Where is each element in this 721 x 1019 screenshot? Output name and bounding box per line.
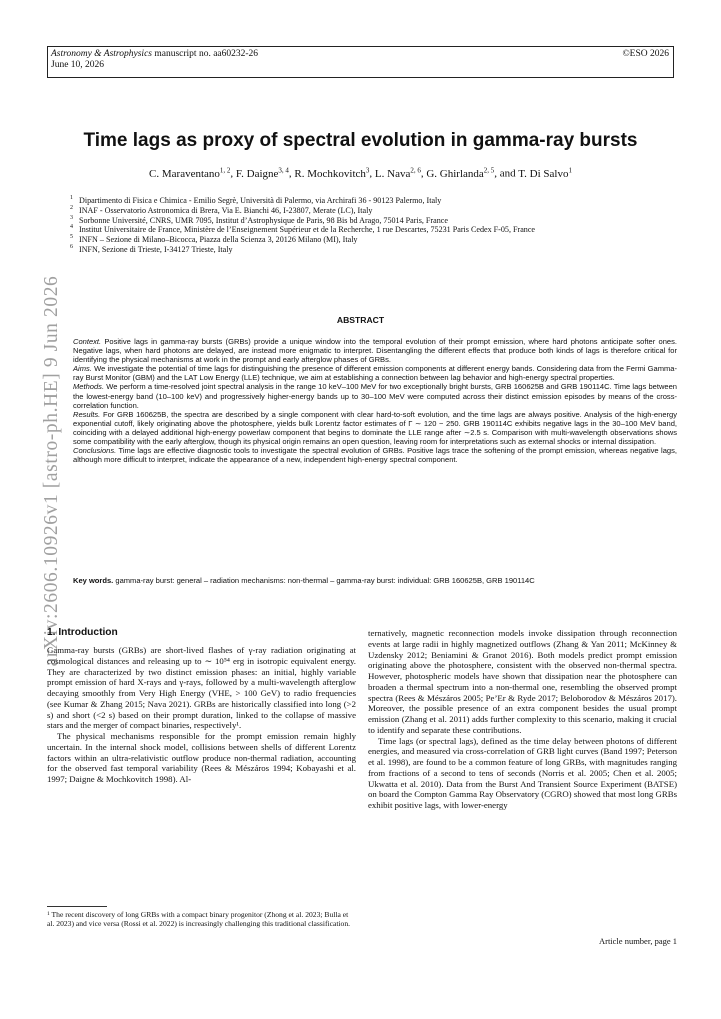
author-name: T. Di Salvo [518, 167, 569, 180]
keywords [73, 576, 677, 585]
abstract-text: Positive lags in gamma-ray bursts (GRBs) provide a unique window into the temporal evolution of their prompt emission, where hard photons anticipate softer ones. Negative lags, when hard photons are delayed, are instead more enigmatic to interpret. Disentangling the different effects that produce both kinds of lags is therefore critical for identifying the physical mechanisms at work in the prompt and early afterglow phases of GRBs. [73, 337, 677, 365]
abstract-paragraph [73, 446, 677, 464]
author-name: G. Ghirlanda [426, 167, 484, 180]
affiliation-number: 1 [70, 195, 73, 201]
author [518, 168, 572, 180]
header-date: June 10, 2026 [51, 60, 105, 70]
author-affiliation-marker: 3 [365, 166, 370, 174]
abstract-label: Conclusions. [73, 446, 117, 456]
arxiv-sidebar-stamp: arXiv:2606.10926v1 [astro-ph.HE] 9 Jun 2026 [41, 275, 62, 667]
abstract-text: Time lags are effective diagnostic tools to investigate the spectral evolution of GRBs. Positive lags trace the softening of the prompt emission, whereas negative lags, although more difficult to interpret, indicate the appearance of a new, independent high-energy spectral component. [73, 446, 677, 465]
paragraph: Time lags (or spectral lags), defined as the time delay between photons of different energies, and measured via cross-correlation of GRB light curves (Band 1997; Peterson et al. 1998), are found to be a common feature of long GRBs, with magnitudes ranging from fractions of a second to tens of seconds (Norris et al. 2005; Chen et al. 2005; Ukwatta et al. 2010). Data from the Burst And Transient Source Experiment (BATSE) on board the Compton Gamma Ray Observatory (CGRO) showed that most long GRBs exhibit positive lags, with lower-energy [368, 735, 677, 810]
author [149, 168, 230, 180]
abstract-label: Context. [73, 337, 102, 346]
affiliation [70, 235, 674, 245]
affiliation [70, 206, 674, 216]
affiliation-text: INFN – Sezione di Milano–Bicocca, Piazza della Scienza 3, 20126 Milano (MI), Italy [79, 235, 358, 245]
affiliation [70, 225, 674, 235]
footnote-text: The recent discovery of long GRBs with a compact binary progenitor (Zhong et al. 2023; Bulla et al. 2023) and vice versa (Rossi et al. 2022) is increasingly challenging this traditional classification. [47, 910, 351, 929]
affiliation-text: INFN, Sezione di Trieste, I-34127 Trieste, Italy [79, 244, 233, 254]
paper-title: Time lags as proxy of spectral evolution in gamma-ray bursts [83, 130, 638, 151]
author-affiliation-marker: 2, 6 [410, 166, 421, 174]
author [236, 168, 289, 180]
paragraph: Gamma-ray bursts (GRBs) are short-lived flashes of γ-ray radiation originating at cosmological distances and releasing up to ∼ 10⁵⁴ erg in isotropic equivalent energy. They are characterized by two distinct emission phases: an initial, highly variable prompt emission of hard X-rays and γ-rays, followed by a multi-wavelength afterglow decaying smoothly from Very High Energy (VHE, > 100 GeV) to radio frequencies (see Kumar & Zhang 2015; Nava 2021). GRBs are historically classified into long (>2 s) and short (<2 s) based on their prompt duration, linked to the collapse of massive stars and the merger of compact binaries, respectively¹. [47, 645, 356, 731]
manuscript-header [47, 46, 674, 78]
affiliation [70, 216, 674, 226]
paragraph: ternatively, magnetic reconnection models invoke dissipation through reconnection events at large radii in highly magnetized outflows (Zhang & Yan 2011; McKinney & Uzdensky 2012; Beniamini & Granot 2016). Both models predict prompt emission originating above the photosphere, consistent with the observed non-thermal spectra. However, photospheric models have shown that dissipation near the photosphere can broaden a thermal spectrum into a non-thermal one, resembling the observed prompt spectra (Rees & Mészáros 2005; Pe’Er & Ryde 2017; Beloborodov & Mészáros 2017). Moreover, the possible presence of an extra component besides the usual prompt emission (Zhang et al. 2011) adds further complexity to this scenario, making it crucial to identify and separate these contributions. [368, 628, 677, 735]
page-footer: Article number, page 1 [598, 936, 677, 946]
header-left [51, 49, 258, 71]
abstract-paragraph [73, 337, 677, 364]
right-column [368, 628, 677, 811]
keywords-label: Key words. [73, 576, 114, 585]
affiliation [70, 245, 674, 255]
abstract-body [73, 337, 677, 464]
author-name: R. Mochkovitch [294, 167, 366, 180]
abstract-text: For GRB 160625B, the spectra are described by a single component with clear hard-to-soft evolution, and the time lags are always positive. Analysis of the high-energy exponential cutoff, likely originating above the photosphere, yields bulk Lorentz factor estimates of Γ ∼ 120 − 250. GRB 190114C exhibits negative lags in the 30–100 MeV band, coinciding with a delayed additional high-energy powerlaw component that begins to dominate the LLE range after ∼2.5 s. Comparison with multi-wavelength observations shows some compatibility with the early afterglow, though its physical origin remains an open question, leaving room for interpretations such as external shocks or internal dissipation. [73, 409, 677, 447]
affiliation-text: Dipartimento di Fisica e Chimica - Emilio Segrè, Università di Palermo, via Archirafi 36 - 90123 Palermo, Italy [79, 196, 442, 205]
author-name: C. Maraventano [149, 167, 220, 180]
author-affiliation-marker: 3, 4 [278, 166, 289, 174]
abstract-label: Methods. [73, 382, 105, 392]
affiliation [70, 196, 674, 206]
affiliation-list [70, 196, 674, 255]
manuscript-number: manuscript no. aa60232-26 [151, 49, 259, 59]
abstract-label: Results. [73, 409, 101, 419]
affiliation-text: INAF - Osservatorio Astronomica di Brera, Via E. Bianchi 46, I-23807, Merate (LC), Italy [79, 205, 373, 215]
paragraph: The physical mechanisms responsible for the prompt emission remain highly uncertain. In the internal shock model, collisions between shells of different Lorentz factors within an ultra-relativistic outflow produce non-thermal radiation, accounting for the observed fast temporal variability (Rees & Mészáros 1994; Kobayashi et al. 1997; Daigne & Mochkovitch 1998). Al- [47, 731, 356, 784]
author-list: C. Maraventano$^{1, 2}$, F. Daigne$^{3, 4}$, R. Mochkovitch$^3$, L. Nava$^{2, 6}$, G. Ghirlanda$^{2, 5}$, and T. Di Salvo$^1$ [149, 166, 572, 180]
affiliation-number: 3 [70, 214, 73, 221]
author-affiliation-marker: 1, 2 [219, 166, 231, 174]
footnote-rule [47, 906, 107, 907]
affiliation-text: Institut Universitaire de France, Ministère de l’Enseignement Supérieur et de la Recherche, 1 rue Descartes, 75231 Paris Cedex F-05, France [79, 225, 536, 235]
abstract-paragraph [73, 364, 677, 382]
author [375, 168, 421, 180]
author-affiliation-marker: 2, 5 [483, 166, 495, 174]
affiliation-number: 5 [70, 234, 73, 241]
author-name: L. Nava [374, 167, 411, 180]
abstract-label: Aims. [73, 364, 92, 374]
author [294, 168, 369, 180]
abstract-text: We investigate the potential of time lags for distinguishing the presence of different emission components at different energy bands. Considering data from the Fermi Gamma-ray Burst Monitor (GBM) and the LAT Low Energy (LLE) technique, we aim at establishing a connection between lag behavior and high-energy spectral properties. [73, 364, 677, 383]
abstract-heading: ABSTRACT [336, 315, 385, 325]
section-heading-introduction: 1. Introduction [47, 627, 118, 638]
author-affiliation-marker: 1 [568, 166, 572, 174]
footnote-number: 1 [47, 911, 50, 917]
affiliation-number: 4 [70, 224, 73, 231]
affiliation-text: Sorbonne Université, CNRS, UMR 7095, Institut d’Astrophysique de Paris, 98 Bis bd Arago, 75014 Paris, France [79, 215, 448, 225]
abstract-paragraph [73, 410, 677, 446]
author-name: F. Daigne [235, 167, 279, 180]
abstract-text: We perform a time-resolved joint spectral analysis in the range 10 keV–100 MeV for two exceptionally bright bursts, GRB 160625B and GRB 190114C. Time lags between the lowest-energy band (10–100 keV) and progressively higher-energy bands up to 30–100 MeV were computed across their distinct emission episodes by means of the cross-correlation function. [73, 382, 677, 410]
journal-name: Astronomy & Astrophysics [51, 49, 152, 59]
author [426, 168, 494, 180]
copyright: ©ESO 2026 [622, 49, 669, 59]
affiliation-number: 6 [70, 243, 73, 250]
abstract-paragraph [73, 382, 677, 409]
keywords-text: gamma-ray burst: general – radiation mechanisms: non-thermal – gamma-ray burst: individual: GRB 160625B, GRB 190114C [115, 576, 535, 585]
affiliation-number: 2 [70, 204, 73, 211]
footnote [47, 910, 356, 928]
left-column [47, 645, 356, 785]
